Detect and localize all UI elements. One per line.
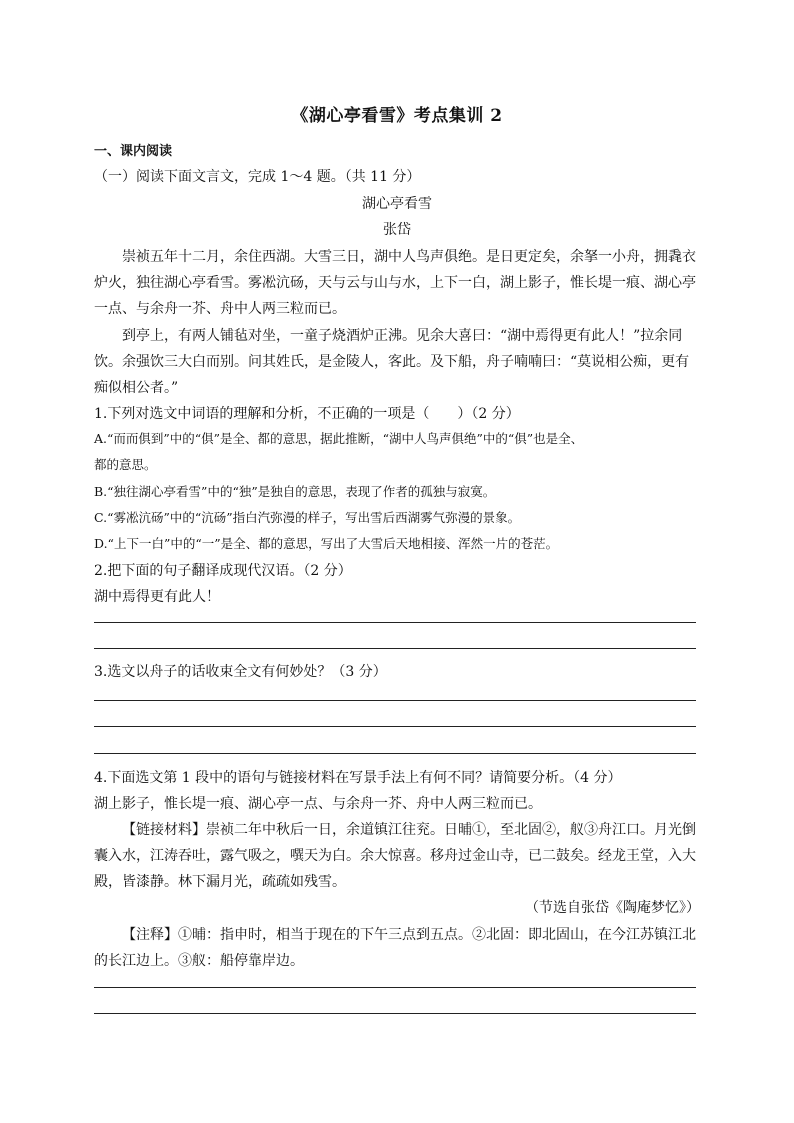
answer-line[interactable] <box>94 622 696 623</box>
instructions: （一）阅读下面文言文，完成 1～4 题。（共 11 分） <box>94 169 421 185</box>
text-title: 湖心亭看雪 <box>362 196 432 212</box>
translate-sentence: 湖中焉得更有此人！ <box>94 589 220 605</box>
answer-line[interactable] <box>94 753 696 754</box>
option-c: C.“雾凇沆砀”中的“沆砀”指白汽弥漫的样子，写出雪后西湖雾气弥漫的景象。 <box>94 510 521 525</box>
material-line: 【链接材料】崇祯二年中秋后一日，余道镇江往兖。日晡①，至北固②，舣③舟江口。月光倒 <box>122 822 696 838</box>
page-title: 《湖心亭看雪》考点集训 2 <box>291 106 503 126</box>
answer-line[interactable] <box>94 726 696 727</box>
question-stem: 3.选文以舟子的话收束全文有何妙处？（3 分） <box>94 664 387 680</box>
section-heading: 一、课内阅读 <box>94 144 173 159</box>
paragraph-line: 一点、与余舟一芥、舟中人两三粒而已。 <box>94 301 346 317</box>
paragraph-line: 到亭上，有两人铺毡对坐，一童子烧酒炉正沸。见余大喜曰：“湖中焉得更有此人！”拉余同 <box>122 328 683 344</box>
note-line: 的长江边上。③舣：船停靠岸边。 <box>94 953 304 969</box>
paragraph-line: 痴似相公者。” <box>94 380 179 396</box>
paragraph-line: 炉火，独往湖心亭看雪。雾凇沆砀，天与云与山与水，上下一白，湖上影子，惟长堤一痕、湖心亭 <box>94 275 696 291</box>
option-a-continued: 都的意思。 <box>94 457 157 472</box>
question-stem: 2.把下面的句子翻译成现代汉语。（2 分） <box>94 563 352 579</box>
text-author: 张岱 <box>383 222 411 238</box>
question-stem: 4.下面选文第 1 段中的语句与链接材料在写景手法上有何不同？请简要分析。（4 分） <box>94 770 622 786</box>
paragraph-line: 饮。余强饮三大白而别。问其姓氏，是金陵人，客此。及下船，舟子喃喃曰：“莫说相公痴，更有 <box>94 354 690 370</box>
question-stem: 1.下列对选文中词语的理解和分析，不正确的一项是（ ）（2 分） <box>94 406 520 422</box>
quoted-sentence: 湖上影子，惟长堤一痕、湖心亭一点、与余舟一芥、舟中人两三粒而已。 <box>94 796 542 812</box>
material-source: （节选自张岱《陶庵梦忆》） <box>525 900 700 916</box>
answer-line[interactable] <box>94 648 696 649</box>
option-a: A.“而而俱到”中的“俱”是全、都的意思，据此推断，“湖中人鸟声俱绝”中的“俱”也是全、 <box>94 431 584 446</box>
answer-line[interactable] <box>94 700 696 701</box>
answer-line[interactable] <box>94 1013 696 1014</box>
paragraph-line: 崇祯五年十二月，余住西湖。大雪三日，湖中人鸟声俱绝。是日更定矣，余拏一小舟，拥毳衣 <box>122 249 696 265</box>
note-line: 【注释】①晡：指申时，相当于现在的下午三点到五点。②北固：即北固山，在今江苏镇江北 <box>122 927 696 943</box>
material-line: 囊入水，江涛吞吐，露气吸之，噀天为白。余大惊喜。移舟过金山寺，已二鼓矣。经龙王堂，入大 <box>94 848 696 864</box>
material-line: 殿，皆漆静。林下漏月光，疏疏如残雪。 <box>94 874 346 890</box>
option-d: D.“上下一白”中的“一”是全、都的意思，写出了大雪后天地相接、浑然一片的苍茫。 <box>94 536 559 551</box>
answer-line[interactable] <box>94 987 696 988</box>
option-b: B.“独往湖心亭看雪”中的“独”是独自的意思，表现了作者的孤独与寂寞。 <box>94 484 496 499</box>
